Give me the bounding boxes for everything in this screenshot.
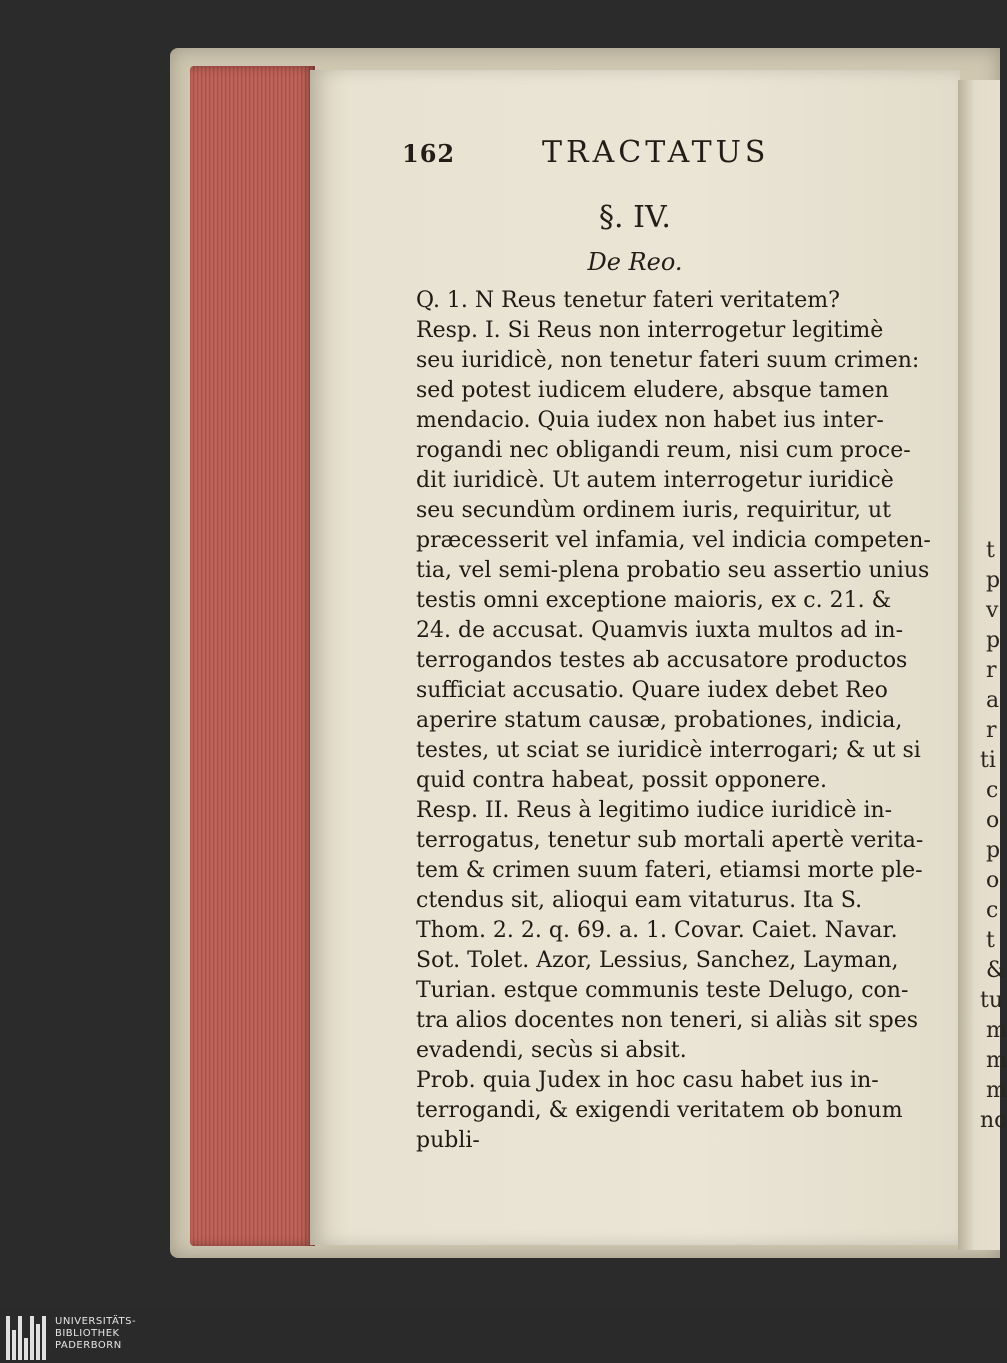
text-line: sufficiat accusatio. Quare iudex debet Reo: [416, 678, 888, 703]
text-line: terrogandos testes ab accusatore productos: [416, 648, 908, 673]
footer-bar: [0, 1310, 1000, 1363]
logo-bar: [12, 1330, 16, 1360]
logo-bar: [36, 1324, 40, 1360]
text-line: mendacio. Quia iudex non habet ius inter-: [416, 408, 884, 433]
next-page-letter: r: [986, 718, 997, 743]
text-line: publi-: [416, 1128, 480, 1153]
running-head: [402, 135, 770, 170]
text-line: aperire statum causæ, probationes, indicia,: [416, 708, 903, 733]
running-title: TRACTATUS: [542, 135, 770, 170]
page-number: 162: [402, 139, 456, 168]
next-page-letter: o: [986, 808, 1000, 833]
body-text: [416, 286, 946, 1156]
library-name-line: PADERBORN: [55, 1340, 122, 1351]
next-page-letter: tu: [980, 988, 1004, 1013]
text-line: terrogandi, & exigendi veritatem ob bonum: [416, 1098, 903, 1123]
text-line: tra alios docentes non teneri, si aliàs sit spes: [416, 1008, 919, 1033]
library-name-line: BIBLIOTHEK: [55, 1328, 120, 1339]
logo-bar: [18, 1316, 22, 1360]
text-line: seu iuridicè, non tenetur fateri suum crimen:: [416, 348, 920, 373]
book-page: [310, 70, 960, 1245]
library-name: [55, 1316, 136, 1352]
subsection-heading: De Reo.: [587, 248, 683, 276]
text-line: 24. de accusat. Quamvis iuxta multos ad in-: [416, 618, 903, 643]
next-page-letter: m: [986, 1018, 1007, 1043]
next-page-letter: m: [986, 1078, 1007, 1103]
library-logo-icon: [6, 1316, 50, 1360]
next-page-letter: a: [986, 688, 1000, 713]
next-page-letter: ti: [980, 748, 996, 773]
next-page-letter: p: [986, 838, 1001, 863]
next-page-letter: c: [986, 898, 999, 923]
next-page-letter: o: [986, 868, 1000, 893]
logo-bar: [6, 1316, 10, 1360]
text-line: quid contra habeat, possit opponere.: [416, 768, 828, 793]
logo-bar: [30, 1316, 34, 1360]
text-line: terrogatus, tenetur sub mortali apertè verita-: [416, 828, 924, 853]
next-page-letter: m: [986, 1048, 1007, 1073]
text-line: sed potest iudicem eludere, absque tamen: [416, 378, 889, 403]
text-line: dit iuridicè. Ut autem interrogetur iuridicè: [416, 468, 894, 493]
next-page-letter: r: [986, 658, 997, 683]
text-line: rogandi nec obligandi reum, nisi cum proce-: [416, 438, 911, 463]
text-line: testes, ut sciat se iuridicè interrogari; & ut si: [416, 738, 921, 763]
text-line: seu secundùm ordinem iuris, requiritur, ut: [416, 498, 891, 523]
text-line: Thom. 2. 2. q. 69. a. 1. Covar. Caiet. Navar.: [416, 918, 898, 943]
logo-bar: [24, 1338, 28, 1360]
page-edges: [190, 66, 315, 1246]
library-name-line: UNIVERSITÄTS-: [55, 1316, 137, 1327]
next-page-letter: p: [986, 568, 1001, 593]
text-line: Resp. I. Si Reus non interrogetur legitimè: [416, 318, 884, 343]
next-page-edge: [958, 80, 1007, 1250]
section-heading: §. IV.: [599, 200, 671, 235]
text-line: Q. 1. N Reus tenetur fateri veritatem?: [416, 288, 840, 313]
text-line: præcesserit vel infamia, vel indicia competen-: [416, 528, 931, 553]
next-page-letter: t: [986, 928, 995, 953]
next-page-letter: t: [986, 538, 995, 563]
logo-bar: [42, 1316, 46, 1360]
text-line: tem & crimen suum fateri, etiamsi morte ple-: [416, 858, 923, 883]
text-line: tia, vel semi-plena probatio seu assertio unius: [416, 558, 930, 583]
text-line: evadendi, secùs si absit.: [416, 1038, 687, 1063]
text-line: Resp. II. Reus à legitimo iudice iuridicè in-: [416, 798, 893, 823]
next-page-letter: c: [986, 778, 999, 803]
text-line: ctendus sit, alioqui eam vitaturus. Ita S.: [416, 888, 863, 913]
text-line: Prob. quia Judex in hoc casu habet ius in-: [416, 1068, 879, 1093]
text-line: testis omni exceptione maioris, ex c. 21. &: [416, 588, 892, 613]
text-line: Sot. Tolet. Azor, Lessius, Sanchez, Layman,: [416, 948, 899, 973]
next-page-letter: &: [986, 958, 1006, 983]
next-page-letter: nc: [980, 1108, 1007, 1133]
text-line: Turian. estque communis teste Delugo, con-: [416, 978, 909, 1003]
next-page-letter: v: [986, 598, 999, 623]
next-page-letter: p: [986, 628, 1001, 653]
